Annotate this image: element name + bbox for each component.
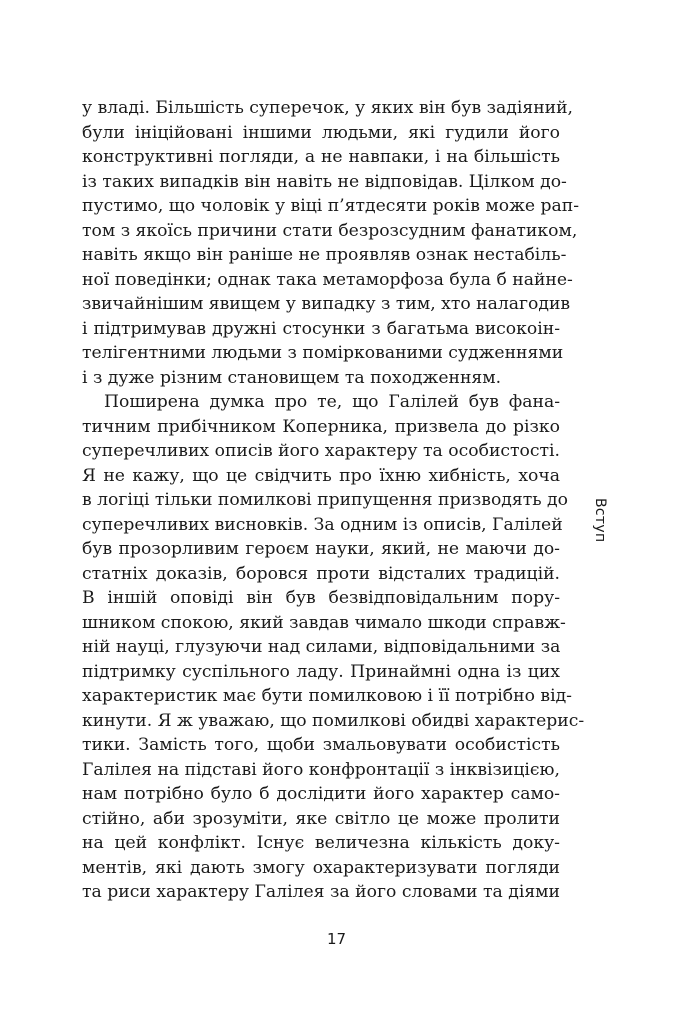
body-text (82, 96, 585, 905)
paragraph-end-line: і з дуже різним становищем та походженням. (82, 367, 502, 388)
text-line: ної поведінки; однак така метаморфоза була б найне- (82, 269, 573, 290)
paragraph-first-line: Поширена думка про те, що Галілей був фана- (104, 392, 560, 412)
text-line: був прозорливим героєм науки, який, не маючи до- (82, 539, 560, 559)
text-line: Я не кажу, що це свідчить про їхню хибність, хоча (82, 465, 560, 486)
text-line: тики. Замість того, щоби змальовувати особистість (82, 735, 560, 755)
text-line: нам потрібно було б дослідити його характер само- (82, 784, 560, 804)
text-line: в логіці тільки помилкові припущення призводять до (82, 490, 568, 510)
text-line: статніх доказів, боровся проти відсталих традицій. (82, 563, 560, 584)
text-line: та риси характеру Галілея за його словами та діями (82, 882, 560, 902)
text-line: ментів, які дають змогу охарактеризувати погляди (82, 857, 560, 878)
text-line: В іншій оповіді він був безвідповідальним пору- (82, 588, 560, 608)
text-line: телігентними людьми з поміркованими судженнями (82, 343, 564, 363)
text-line: і підтримував дружні стосунки з багатьма високоін- (82, 318, 560, 339)
text-line: звичайнішим явищем у випадку з тим, хто налагодив (82, 294, 571, 314)
page-number: 17 (326, 930, 347, 948)
text-line: навіть якщо він раніше не проявляв ознак нестабіль- (82, 245, 567, 265)
text-line: у владі. Більшість суперечок, у яких він був задіяний, (82, 98, 574, 118)
text-line: том з якоїсь причини стати безрозсудним фанатиком, (82, 220, 578, 241)
text-line: шником спокою, який завдав чимало шкоди справж- (82, 612, 566, 633)
text-line: суперечливих висновків. За одним із описів, Галілей (82, 514, 563, 535)
text-line: Галілея на підставі його конфронтації з інквізицією, (82, 759, 560, 780)
text-line: тичним прибічником Коперника, призвела до різко (82, 416, 560, 437)
text-line: підтримку суспільного ладу. Принаймні одна із цих (82, 661, 560, 682)
section-label-text: Вступ (592, 497, 608, 543)
section-label (588, 490, 612, 550)
text-line: ній науці, глузуючи над силами, відповідальними за (82, 637, 561, 657)
text-line: кинути. Я ж уважаю, що помилкові обидві характерис- (82, 710, 585, 731)
text-line: характеристик має бути помилковою і її потрібно від- (82, 686, 572, 706)
text-line: конструктивні погляди, а не навпаки, і на більшість (82, 147, 560, 167)
text-line: пустимо, що чоловік у віці п’ятдесяти років може рап- (82, 196, 580, 216)
text-line: суперечливих описів його характеру та особистості. (82, 441, 560, 461)
text-line: на цей конфлікт. Існує величезна кількість доку- (82, 833, 560, 853)
text-line: із таких випадків він навіть не відповідав. Цілком до- (82, 171, 567, 192)
text-line: стійно, аби зрозуміти, яке світло це може пролити (82, 808, 560, 829)
text-line: були ініційовані іншими людьми, які гудили його (82, 122, 560, 143)
